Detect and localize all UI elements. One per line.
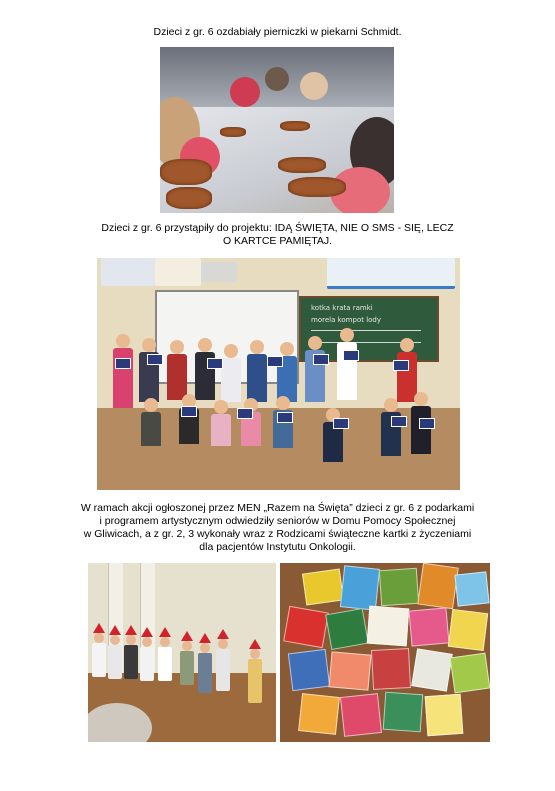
caption-project-line2: O KARTCE PAMIĘTAJ. — [222, 235, 333, 247]
chalkboard-text-line1: kotka krata ramki — [311, 304, 373, 312]
child-singer — [248, 639, 262, 703]
child — [179, 394, 199, 444]
child — [141, 398, 161, 446]
snowman-poster — [155, 258, 201, 286]
child — [381, 398, 401, 456]
child — [265, 67, 289, 91]
projector — [201, 262, 237, 282]
christmas-card — [237, 408, 253, 419]
christmas-card — [425, 694, 464, 736]
child — [305, 336, 325, 402]
christmas-card — [277, 412, 293, 423]
christmas-card — [313, 354, 329, 365]
christmas-card — [283, 606, 329, 648]
child-singer — [140, 627, 154, 681]
christmas-card — [379, 568, 419, 607]
child — [277, 342, 297, 402]
photo-christmas-cards — [280, 563, 490, 742]
caption-seniors-line3: w Gliwicach, a z gr. 2, 3 wykonały wraz z Rodzicami świąteczne kartki z życzeniami — [83, 528, 472, 540]
child — [113, 334, 133, 408]
child-singer — [198, 633, 212, 693]
child — [195, 338, 215, 400]
christmas-card — [325, 608, 369, 650]
christmas-card — [383, 692, 424, 733]
christmas-card — [448, 609, 488, 651]
christmas-card — [115, 358, 131, 369]
child — [300, 72, 328, 100]
child-singer — [124, 625, 138, 679]
christmas-card — [417, 563, 458, 609]
child — [211, 400, 231, 446]
caption-seniors-line2: i programem artystycznym odwiedziły seniorów w Domu Pomocy Społecznej — [99, 515, 456, 527]
chalk-line — [311, 330, 421, 331]
christmas-card — [391, 416, 407, 427]
christmas-card — [409, 607, 450, 646]
gingerbread-cookie — [278, 157, 326, 173]
christmas-card — [147, 354, 163, 365]
christmas-card — [371, 648, 411, 690]
child — [139, 338, 159, 402]
christmas-card — [298, 693, 340, 735]
caption-project-line1: Dzieci z gr. 6 przystąpiły do projektu: IDĄ ŚWIĘTA, NIE O SMS - SIĘ, LECZ — [101, 222, 454, 234]
gingerbread-cookie — [220, 127, 246, 137]
child — [167, 340, 187, 400]
christmas-card — [343, 350, 359, 361]
child-singer — [108, 625, 122, 679]
crests-banner — [101, 258, 155, 286]
gingerbread-cookie — [160, 159, 212, 185]
christmas-card — [419, 418, 435, 429]
christmas-card — [393, 360, 409, 371]
christmas-card — [340, 693, 382, 737]
caption-seniors-line1: W ramach akcji ogłoszonej przez MEN „Razem na Święta” dzieci z gr. 6 z podarkami — [80, 502, 475, 514]
christmas-card — [181, 406, 197, 417]
photo-class-with-cards — [97, 258, 460, 490]
gingerbread-cookie — [288, 177, 346, 197]
child — [230, 77, 260, 107]
christmas-card — [302, 569, 344, 606]
christmas-card — [333, 418, 349, 429]
chalkboard-text-line2: morela kompot lody — [311, 316, 382, 324]
caption-gingerbread: Dzieci z gr. 6 ozdabiały pierniczki w piekarni Schmidt. — [153, 26, 402, 38]
caption-seniors — [0, 502, 555, 554]
christmas-card — [450, 653, 490, 694]
child — [247, 340, 267, 402]
photo-seniors-home-performance — [88, 563, 276, 742]
winter-decoration — [327, 258, 455, 289]
child — [323, 408, 343, 462]
christmas-card — [288, 649, 330, 691]
christmas-card — [367, 606, 410, 647]
christmas-card — [329, 651, 372, 690]
child — [241, 398, 261, 446]
gingerbread-cookie — [280, 121, 310, 131]
christmas-card — [411, 648, 453, 691]
caption-seniors-line4: dla pacjentów Instytutu Onkologii. — [199, 541, 356, 553]
child-singer — [92, 623, 106, 677]
child-singer — [158, 627, 172, 681]
christmas-card — [340, 565, 380, 611]
caption-project — [0, 222, 555, 248]
gingerbread-cookie — [166, 187, 212, 209]
child — [221, 344, 241, 402]
child-singer — [180, 631, 194, 685]
christmas-card — [454, 571, 489, 606]
christmas-card — [267, 356, 283, 367]
christmas-card — [207, 358, 223, 369]
photo-gingerbread-decorating — [160, 47, 394, 213]
child — [337, 328, 357, 400]
child-singer — [216, 629, 230, 691]
